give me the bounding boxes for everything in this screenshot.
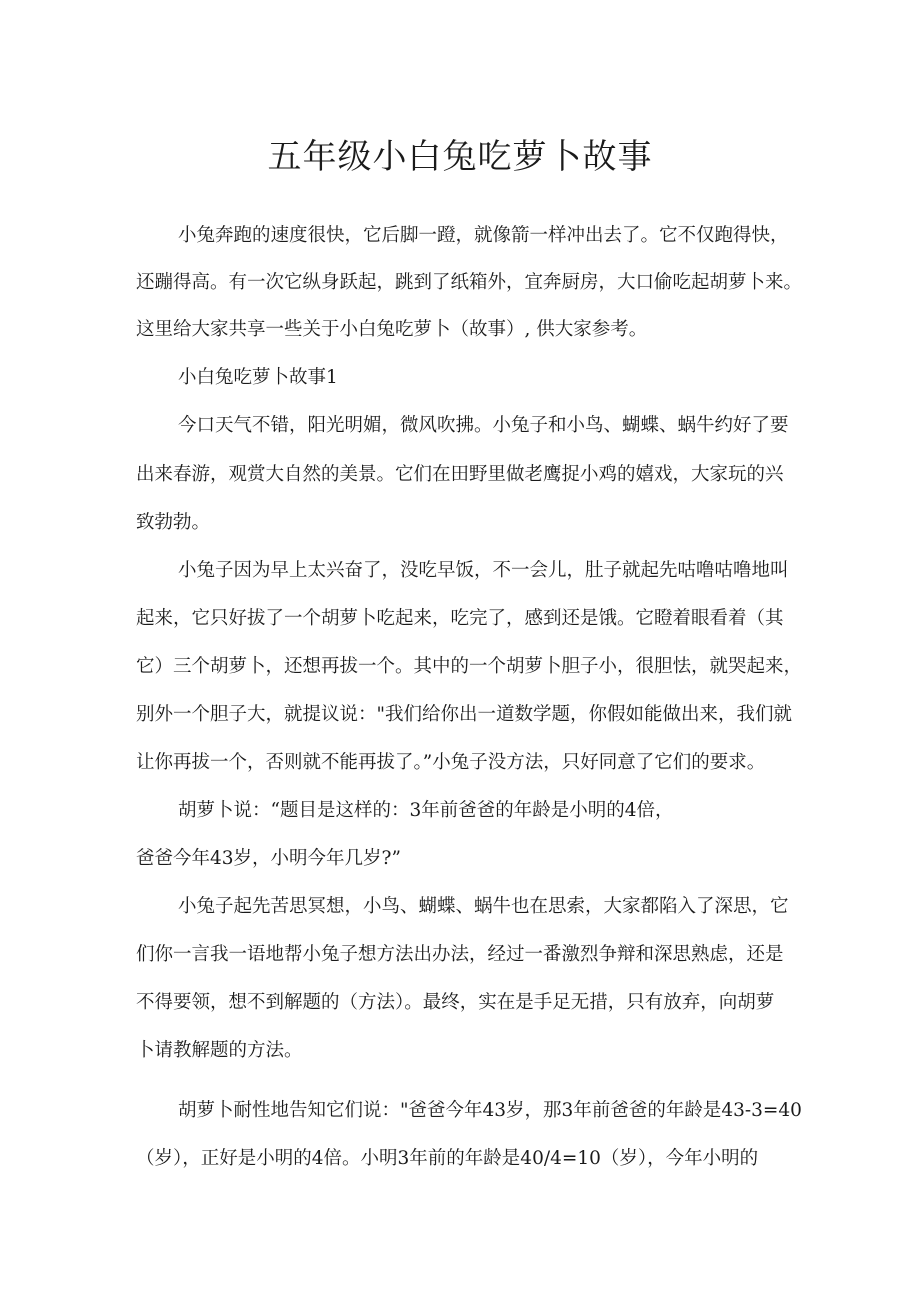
text-line: 致勃勃。 xyxy=(136,512,211,533)
text-line: 还蹦得高。有一次它纵身跃起，跳到了纸箱外，宜奔厨房，大口偷吃起胡萝卜来。 xyxy=(136,272,803,293)
text-line: 胡萝卜耐性地告知它们说："爸爸今年43岁，那3年前爸爸的年龄是43-3=40 xyxy=(178,1100,802,1121)
text-line: 胡萝卜说：“题目是这样的：3年前爸爸的年龄是小明的4倍， xyxy=(178,800,674,821)
text-line: （岁），正好是小明的4倍。小明3年前的年龄是40/4=10（岁），今年小明的 xyxy=(136,1148,759,1169)
text-line: 出来春游，观赏大自然的美景。它们在田野里做老鹰捉小鸡的嬉戏，大家玩的兴 xyxy=(136,464,784,485)
text-line: 小兔子起先苦思冥想，小鸟、蝴蝶、蜗牛也在思索，大家都陷入了深思，它 xyxy=(178,896,789,917)
text-line: 别外一个胆子大，就提议说："我们给你出一道数学题，你假如能做出来，我们就 xyxy=(136,704,793,725)
section-heading: 小白兔吃萝卜故事1 xyxy=(178,367,338,388)
text-line: 起来，它只好拔了一个胡萝卜吃起来，吃完了，感到还是饿。它瞪着眼看着（其 xyxy=(136,608,784,629)
text-line: 爸爸今年43岁，小明今年几岁?” xyxy=(136,848,401,869)
text-line: 不得要领，想不到解题的（方法）。最终，实在是手足无措，只有放弃，向胡萝 xyxy=(136,992,775,1013)
page-title: 五年级小白兔吃萝卜故事 xyxy=(267,137,653,177)
text-line: 小兔奔跑的速度很快，它后脚一蹬，就像箭一样冲出去了。它不仅跑得快， xyxy=(178,225,789,246)
text-line: 小兔子因为早上太兴奋了，没吃早饭，不一会儿，肚子就起先咕噜咕噜地叫 xyxy=(178,560,789,581)
text-line: 这里给大家共享一些关于小白兔吃萝卜（故事）, 供大家参考。 xyxy=(136,319,648,340)
text-line: 今口天气不错，阳光明媚，微风吹拂。小兔子和小鸟、蝴蝶、蜗牛约好了要 xyxy=(178,415,789,436)
text-line: 卜请教解题的方法。 xyxy=(136,1040,303,1061)
text-line: 让你再拔一个，否则就不能再拔了。”小兔子没方法，只好同意了它们的要求。 xyxy=(136,752,766,773)
text-line: 它）三个胡萝卜，还想再拔一个。其中的一个胡萝卜胆子小，很胆怯，就哭起来， xyxy=(136,656,803,677)
text-line: 们你一言我一语地帮小兔子想方法出办法，经过一番激烈争辩和深思熟虑，还是 xyxy=(136,944,784,965)
